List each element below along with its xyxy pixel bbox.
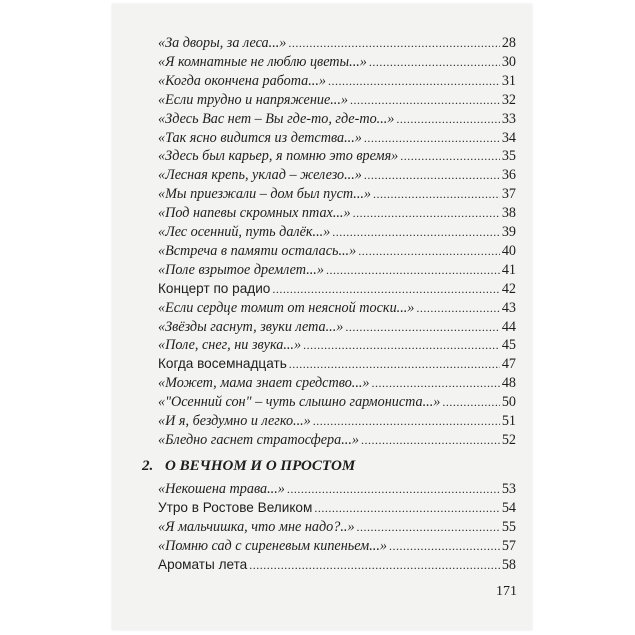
toc-entry-title: «Встреча в памяти осталась...» <box>158 242 357 259</box>
toc-entry-title: «Я мальчишка, что мне надо?..» <box>158 518 355 535</box>
toc-entry-page: 36 <box>501 167 516 184</box>
toc-entry <box>158 280 516 298</box>
toc-entry <box>158 72 516 90</box>
dot-leader <box>314 499 499 517</box>
toc-entry-page: 53 <box>501 481 516 497</box>
dot-leader <box>313 412 500 430</box>
toc-entry <box>158 556 516 574</box>
toc-entry-title: Концерт по радио <box>158 280 271 296</box>
section-number: 2. <box>142 458 154 474</box>
toc-entry <box>158 499 516 517</box>
dot-leader <box>396 110 499 128</box>
toc-entry-page: 28 <box>501 35 516 51</box>
toc-entry-title: «Под напевы скромных птах...» <box>158 205 351 222</box>
dot-leader <box>361 431 500 449</box>
toc-entry-title: «Если трудно и напряжение...» <box>158 91 348 108</box>
dot-leader <box>400 147 500 165</box>
toc-entry-page: 35 <box>501 148 516 165</box>
toc-entry <box>158 336 516 354</box>
toc-entry-title: «Помню сад с сиреневым кипеньем...» <box>158 537 387 554</box>
page-number: 171 <box>496 584 517 599</box>
toc-entry <box>158 537 516 555</box>
dot-leader <box>303 336 500 354</box>
toc-entry-title: «И я, бездумно и легко...» <box>158 413 311 429</box>
toc-entry-page: 42 <box>501 280 516 297</box>
toc-entry-page: 48 <box>501 375 516 392</box>
dot-leader <box>287 480 500 498</box>
toc-entry <box>158 223 516 241</box>
toc-entry-title: «Здесь был карьер, я помню это время» <box>158 148 399 165</box>
toc-entry-title: «За дворы, за леса...» <box>158 35 287 51</box>
toc-entry-title: Утро в Ростове Великом <box>158 499 313 515</box>
dot-leader <box>350 91 500 109</box>
toc-entry-title: Ароматы лета <box>158 556 248 572</box>
toc-entry-page: 37 <box>501 186 516 203</box>
toc-entry <box>158 34 516 52</box>
dot-leader <box>416 299 499 317</box>
toc-entry-page: 44 <box>501 318 516 335</box>
dot-leader <box>328 72 500 90</box>
toc-entry-title: «Так ясно видится из детства...» <box>158 129 362 146</box>
toc-entry-page: 47 <box>501 356 516 373</box>
toc-entry <box>158 480 516 498</box>
toc-entry-page: 52 <box>501 431 516 448</box>
toc-entry <box>158 299 516 317</box>
dot-leader <box>345 318 499 336</box>
toc-entry-page: 34 <box>501 129 516 146</box>
toc-entry-page: 55 <box>501 518 516 535</box>
toc-entry-page: 38 <box>501 205 516 222</box>
toc-entry <box>158 53 516 71</box>
toc-entry-page: 33 <box>501 110 516 127</box>
dot-leader <box>369 53 500 71</box>
toc-entry-page: 50 <box>501 394 516 411</box>
toc-entry <box>158 185 516 203</box>
toc-entry <box>158 91 516 109</box>
toc-entry-title: «Может, мама знает средство...» <box>158 375 370 392</box>
toc-entry-title: «Бледно гаснет стратосфера...» <box>158 431 359 448</box>
toc-entry-title: «Звёзды гаснут, звуки лета...» <box>158 318 344 335</box>
dot-leader <box>364 166 500 184</box>
toc-entry <box>158 147 516 165</box>
toc-entry-title: «Когда окончена работа...» <box>158 72 326 89</box>
dot-leader <box>389 537 500 555</box>
dot-leader <box>332 223 500 241</box>
toc-entry-title: «Поле, снег, ни звука...» <box>158 337 302 354</box>
toc-entry <box>158 204 516 222</box>
toc-entry-title: «Если сердце томит от неясной тоски...» <box>158 299 415 316</box>
dot-leader <box>372 374 500 392</box>
dot-leader <box>358 242 500 260</box>
toc-entry-page: 51 <box>501 413 516 429</box>
dot-leader <box>288 34 499 52</box>
toc-entry-title: «Здесь Вас нет – Вы где-то, где-то...» <box>158 110 395 127</box>
toc-entry <box>158 431 516 449</box>
toc-entry-page: 32 <box>501 91 516 108</box>
toc-entry-title: «Поле взрытое дремлет...» <box>158 261 324 278</box>
toc-entry-page: 58 <box>501 556 516 573</box>
toc-entry <box>158 412 516 430</box>
toc-entry-page: 40 <box>501 242 516 259</box>
toc-entry <box>158 374 516 392</box>
toc-entry <box>158 518 516 536</box>
dot-leader <box>249 556 500 574</box>
dot-leader <box>364 129 500 147</box>
toc-entry-page: 43 <box>501 299 516 316</box>
toc-entry-page: 41 <box>501 261 516 278</box>
dot-leader <box>373 185 500 203</box>
dot-leader <box>353 204 500 222</box>
dot-leader <box>357 518 500 536</box>
toc-entry <box>158 129 516 147</box>
toc-entry-page: 45 <box>501 337 516 354</box>
toc-entry <box>158 355 516 373</box>
toc-entry-page: 54 <box>501 499 516 516</box>
toc-entry-page: 57 <box>501 537 516 554</box>
toc-entry-title: «Лесная крепь, уклад – железо...» <box>158 167 362 184</box>
dot-leader <box>326 261 500 279</box>
dot-leader <box>442 393 499 411</box>
toc-entry-title: Когда восемнадцать <box>158 356 287 372</box>
dot-leader <box>272 280 499 298</box>
section-heading <box>142 458 355 475</box>
toc-entry-page: 31 <box>501 72 516 89</box>
toc-entry-page: 30 <box>501 53 516 70</box>
toc-entry <box>158 318 516 336</box>
toc-entry-title: «Некошена трава...» <box>158 481 285 497</box>
toc-entry-page: 39 <box>501 224 516 240</box>
toc-entry-title: «Лес осенний, путь далёк...» <box>158 224 331 240</box>
toc-entry <box>158 110 516 128</box>
toc-entry-title: «Мы приезжали – дом был пуст...» <box>158 186 372 203</box>
toc-entry-title: «Я комнатные не люблю цветы...» <box>158 53 367 70</box>
toc-entry-title: «"Осенний сон" – чуть слышно гармониста...» <box>158 394 441 411</box>
toc-entry <box>158 166 516 184</box>
section-title: О ВЕЧНОМ И О ПРОСТОМ <box>165 458 356 474</box>
dot-leader <box>289 355 500 373</box>
toc-entry <box>158 242 516 260</box>
toc-entry <box>158 261 516 279</box>
toc-entry <box>158 393 516 411</box>
